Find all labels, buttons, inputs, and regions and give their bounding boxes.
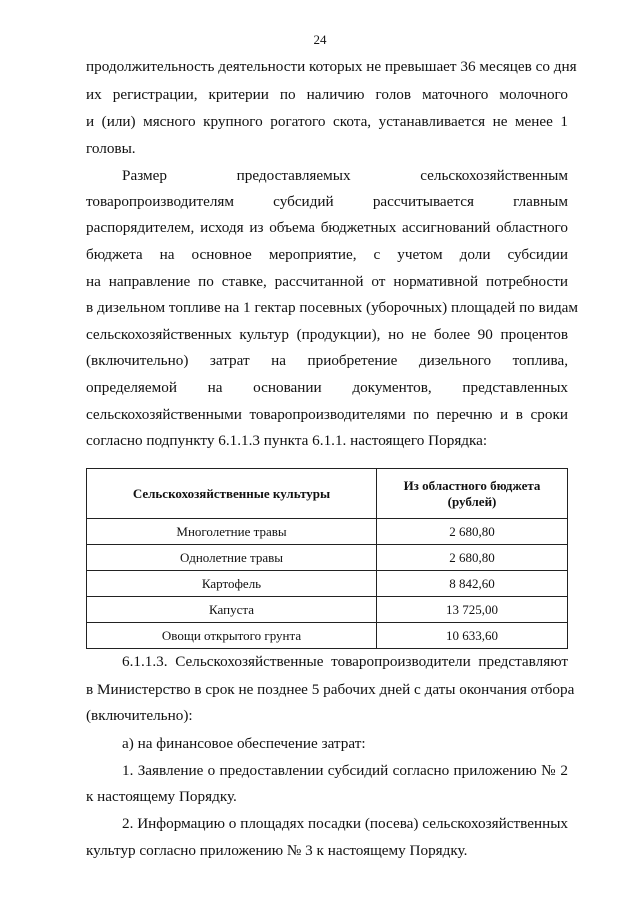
text-line: согласно подпункту 6.1.1.3 пункта 6.1.1. настоящего Порядка: — [86, 432, 488, 449]
text-line: сельскохозяйственными товаропроизводителями по перечню и в сроки — [86, 406, 568, 423]
subsidy-rates-table — [86, 468, 568, 649]
text-line: а) на финансовое обеспечение затрат: — [122, 735, 366, 752]
text-line: в Министерство в срок не позднее 5 рабочих дней с даты окончания отбора — [86, 681, 575, 698]
table-row — [87, 623, 568, 649]
crop-cell: Однолетние травы — [87, 545, 377, 571]
table-row — [87, 545, 568, 571]
text-line: их регистрации, критерии по наличию голов маточного молочного — [86, 86, 568, 103]
text-line: на направление по ставке, рассчитанной от нормативной потребности — [86, 273, 568, 290]
text-line: головы. — [86, 140, 136, 157]
text-line: (включительно) затрат на приобретение дизельного топлива, — [86, 352, 568, 369]
table-row — [87, 597, 568, 623]
text-line: определяемой на основании документов, представленных — [86, 379, 568, 396]
text-line: продолжительность деятельности которых не превышает 36 месяцев со дня — [86, 58, 577, 75]
text-line: Размер предоставляемых сельскохозяйственным — [122, 167, 568, 184]
text-line: и (или) мясного крупного рогатого скота, устанавливается не менее 1 — [86, 113, 568, 130]
crop-cell: Многолетние травы — [87, 519, 377, 545]
amount-cell: 13 725,00 — [377, 597, 568, 623]
crop-cell: Картофель — [87, 571, 377, 597]
text-line: сельскохозяйственных культур (продукции), но не более 90 процентов — [86, 326, 568, 343]
text-line: в дизельном топливе на 1 гектар посевных (уборочных) площадей по видам — [86, 299, 579, 316]
crop-cell: Овощи открытого грунта — [87, 623, 377, 649]
amount-cell: 10 633,60 — [377, 623, 568, 649]
amount-cell: 2 680,80 — [377, 519, 568, 545]
table-row — [87, 519, 568, 545]
text-line: 6.1.1.3. Сельскохозяйственные товаропроизводители представляют — [122, 653, 568, 670]
column-header-budget-text: Из областного бюджета (рублей) — [403, 477, 541, 509]
text-line: к настоящему Порядку. — [86, 788, 237, 805]
amount-cell: 8 842,60 — [377, 571, 568, 597]
text-line: 2. Информацию о площадях посадки (посева) сельскохозяйственных — [122, 815, 568, 832]
page-number: 24 — [313, 32, 327, 47]
column-header-budget — [377, 469, 568, 519]
text-line: (включительно): — [86, 707, 193, 724]
text-line: товаропроизводителям субсидий рассчитывается главным — [86, 193, 568, 210]
table-header-row — [87, 469, 568, 519]
text-line: распорядителем, исходя из объема бюджетных ассигнований областного — [86, 219, 568, 236]
text-line: 1. Заявление о предоставлении субсидий согласно приложению № 2 — [122, 762, 568, 779]
amount-cell: 2 680,80 — [377, 545, 568, 571]
column-header-crops: Сельскохозяйственные культуры — [87, 469, 377, 519]
crop-cell: Капуста — [87, 597, 377, 623]
text-line: бюджета на основное мероприятие, с учетом доли субсидии — [86, 246, 568, 263]
text-line: культур согласно приложению № 3 к настоящему Порядку. — [86, 842, 468, 859]
table-row — [87, 571, 568, 597]
